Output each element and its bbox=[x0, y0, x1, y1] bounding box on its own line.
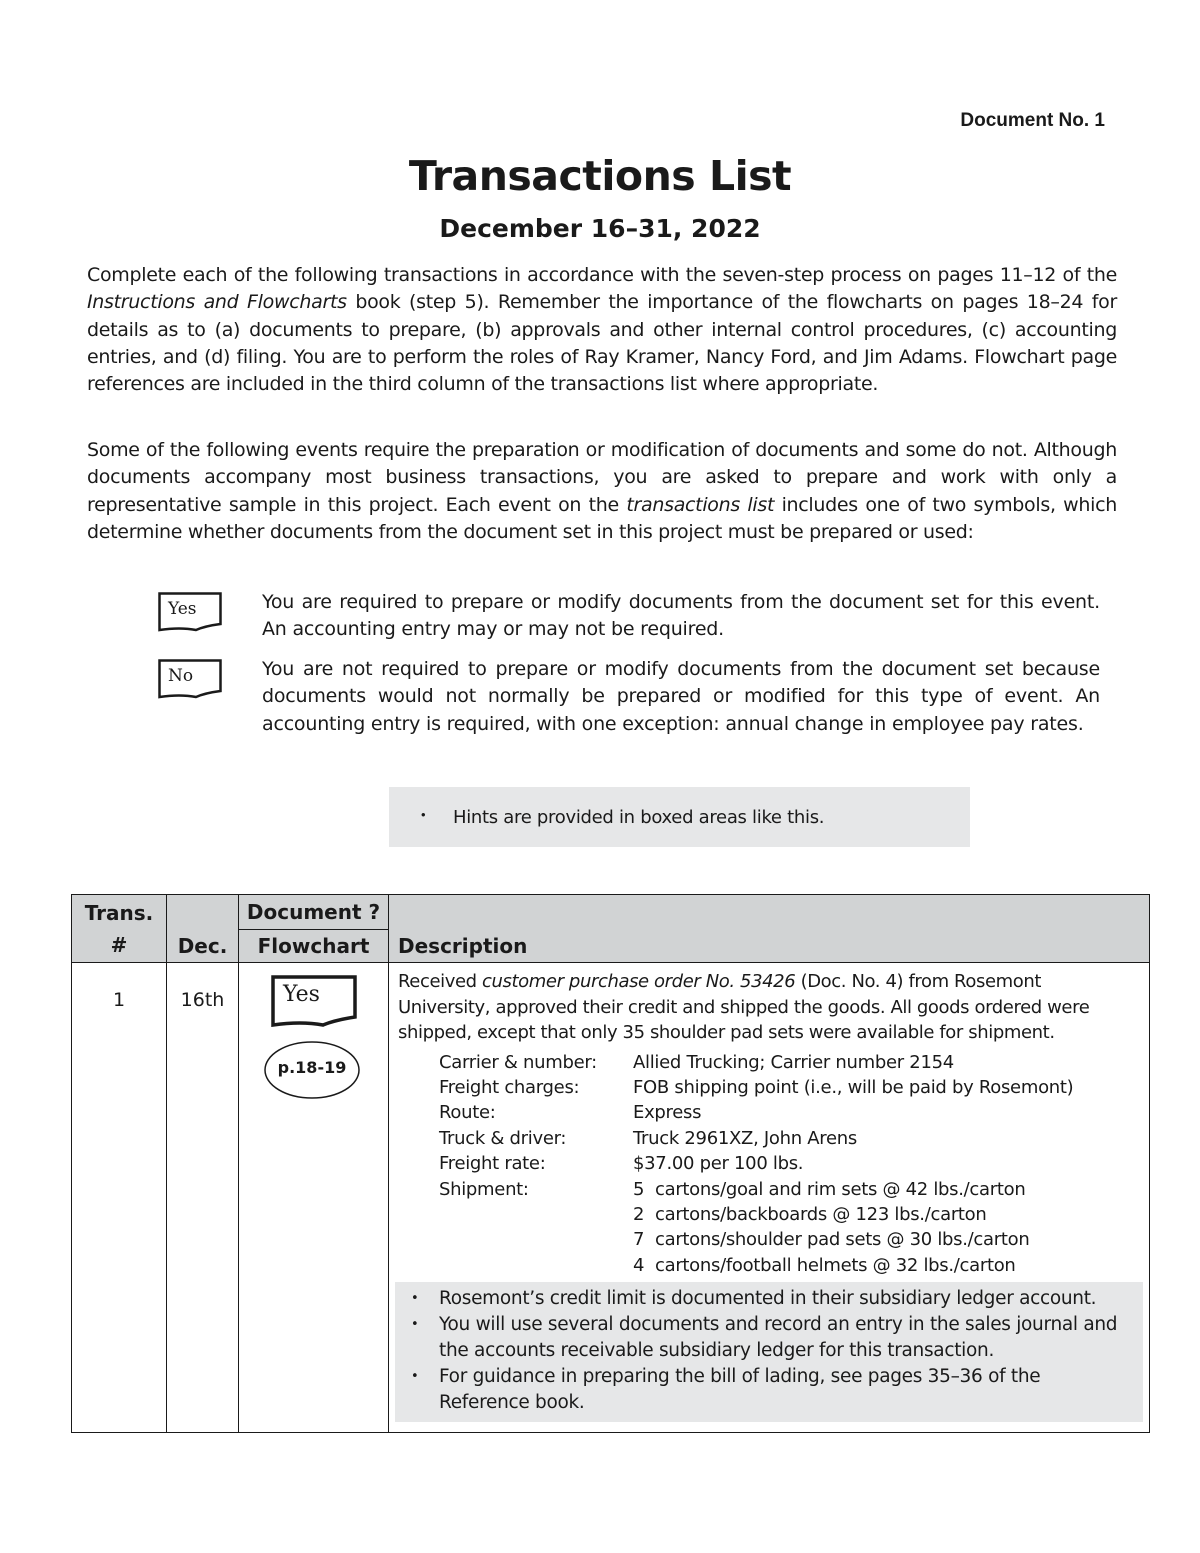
legend-yes-text: You are required to prepare or modify documents from the document set for this event. An accounting entry may or may not be required. bbox=[262, 591, 1100, 641]
detail-value: $37.00 per 100 lbs. bbox=[633, 1153, 804, 1175]
hint-text: Rosemont’s credit limit is documented in their subsidiary ledger account. bbox=[439, 1288, 1097, 1310]
shipment-text: cartons/goal and rim sets @ 42 lbs./carton bbox=[655, 1178, 1026, 1200]
description-text-b: (Doc. No. 4) from Rosemont University, approved their credit and shipped the goods. All goods ordered were shipped, except that only 35 shoulder pad sets were available for shipment. bbox=[398, 971, 1090, 1043]
shipment-qty: 5 bbox=[633, 1178, 645, 1200]
hint-example-box bbox=[389, 787, 970, 847]
legend-yes-symbol: Yes bbox=[168, 599, 197, 619]
hint-item bbox=[411, 1364, 1133, 1416]
shipment-qty: 7 bbox=[633, 1229, 645, 1251]
detail-label: Freight charges: bbox=[439, 1076, 580, 1098]
symbols-paragraph bbox=[87, 437, 1117, 546]
bullet-icon: • bbox=[411, 1317, 419, 1333]
symbols-text-b: includes one of two symbols, which determine whether documents from the document set in this project must be prepared or used: bbox=[87, 493, 1117, 543]
detail-value: Allied Trucking; Carrier number 2154 bbox=[633, 1051, 954, 1073]
date-range-subtitle: December 16–31, 2022 bbox=[439, 214, 761, 243]
instructions-text-b: book (step 5). Remember the importance of the flowcharts on pages 18–24 for details as to (a) documents to prepare, (b) approvals and other internal control procedures, (c) accounting entries, and (d) filing. You are to perform the roles of Ray Kramer, Nancy Ford, and Jim Adams. Flowchart page references are included in the third column of the transactions list where appropriate. bbox=[87, 291, 1117, 396]
detail-label: Carrier & number: bbox=[439, 1051, 597, 1073]
document-flag-icon bbox=[158, 659, 222, 695]
detail-label: Route: bbox=[439, 1102, 496, 1124]
hints-box bbox=[395, 1282, 1143, 1422]
bullet-icon: • bbox=[411, 1369, 419, 1385]
flowchart-page-ref bbox=[263, 1040, 361, 1100]
header-dec: Dec. bbox=[167, 895, 239, 963]
hint-item bbox=[411, 1312, 1133, 1364]
shipment-list bbox=[633, 1177, 1149, 1279]
document-flag-icon bbox=[158, 592, 222, 628]
shipment-qty: 2 bbox=[633, 1203, 645, 1225]
header-trans-line2: # bbox=[110, 932, 128, 957]
symbols-text-a: Some of the following events require the preparation or modification of documents and some do not. Although documents accompany most business transactions, you are asked to prepare and work with only a representative sample in this project. Each event on the bbox=[87, 439, 1117, 516]
transactions-table bbox=[71, 894, 1150, 1433]
header-flowchart: Flowchart bbox=[239, 930, 389, 963]
detail-row bbox=[439, 1151, 1149, 1176]
detail-value: FOB shipping point (i.e., will be paid by Rosemont) bbox=[633, 1076, 1074, 1098]
hint-item bbox=[411, 1286, 1133, 1312]
description-text bbox=[389, 963, 1149, 1046]
hint-example-text: Hints are provided in boxed areas like this. bbox=[453, 807, 825, 828]
detail-row bbox=[439, 1100, 1149, 1125]
shipment-line bbox=[633, 1253, 1149, 1278]
bullet-icon: • bbox=[421, 807, 426, 822]
header-document: Document ? bbox=[239, 895, 389, 930]
description-text-a: Received bbox=[398, 971, 483, 992]
shipment-line bbox=[633, 1177, 1149, 1202]
detail-row bbox=[439, 1126, 1149, 1151]
instructions-paragraph bbox=[87, 262, 1117, 398]
legend-no-text: You are not required to prepare or modify documents from the document set because documents would not normally be prepared or modified for this type of event. An accounting entry is required, with one exception: annual change in employee pay rates. bbox=[262, 658, 1100, 735]
hint-text: For guidance in preparing the bill of lading, see pages 35–36 of the Reference book. bbox=[439, 1366, 1041, 1414]
shipment-text: cartons/backboards @ 123 lbs./carton bbox=[655, 1203, 987, 1225]
trans-number: 1 bbox=[72, 963, 167, 1433]
hint-text: You will use several documents and record an entry in the sales journal and the accounts receivable subsidiary ledger for this transaction. bbox=[439, 1314, 1118, 1362]
legend-no-symbol: No bbox=[168, 666, 194, 686]
header-trans-line1: Trans. bbox=[84, 900, 154, 925]
trans-date: 16th bbox=[167, 963, 239, 1433]
table-row bbox=[72, 963, 1150, 1433]
shipment-line bbox=[633, 1227, 1149, 1252]
header-trans-number bbox=[72, 895, 167, 963]
shipment-text: cartons/football helmets @ 32 lbs./carton bbox=[655, 1254, 1016, 1276]
document-flag-icon bbox=[271, 975, 357, 1025]
shipment-line bbox=[633, 1202, 1149, 1227]
instructions-text-a: Complete each of the following transactions in accordance with the seven-step process on pages 11–12 of the bbox=[87, 264, 1117, 286]
detail-label: Freight rate: bbox=[439, 1153, 546, 1175]
detail-value: Express bbox=[633, 1102, 702, 1124]
shipment-row bbox=[439, 1177, 1149, 1279]
shipping-details bbox=[439, 1050, 1149, 1279]
document-number: Document No. 1 bbox=[960, 110, 1105, 131]
header-description: Description bbox=[389, 895, 1150, 963]
purchase-order-ref: customer purchase order No. 53426 bbox=[482, 971, 796, 992]
shipment-text: cartons/shoulder pad sets @ 30 lbs./carton bbox=[655, 1229, 1030, 1251]
document-flag-label: Yes bbox=[283, 982, 320, 1007]
detail-value: Truck 2961XZ, John Arens bbox=[633, 1127, 857, 1149]
instructions-book-title: Instructions and Flowcharts bbox=[87, 291, 347, 314]
symbols-italic: transactions list bbox=[626, 493, 775, 516]
page-title: Transactions List bbox=[408, 152, 792, 200]
detail-row bbox=[439, 1050, 1149, 1075]
detail-row bbox=[439, 1075, 1149, 1100]
flowchart-page-ref-label: p.18-19 bbox=[277, 1058, 347, 1077]
flowchart-cell bbox=[239, 963, 389, 1433]
description-cell bbox=[389, 963, 1150, 1433]
shipment-label: Shipment: bbox=[439, 1178, 529, 1200]
detail-label: Truck & driver: bbox=[439, 1127, 567, 1149]
bullet-icon: • bbox=[411, 1291, 419, 1307]
shipment-qty: 4 bbox=[633, 1254, 645, 1276]
